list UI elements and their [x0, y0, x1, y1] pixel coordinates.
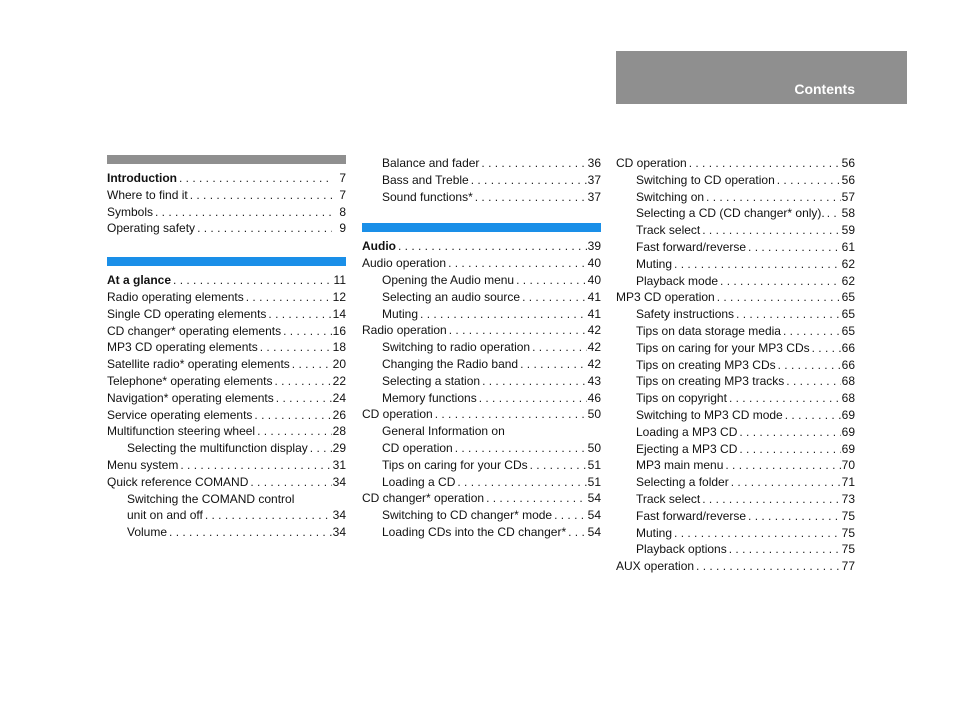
toc-entry[interactable]	[616, 205, 855, 222]
toc-entry-page: 20	[332, 357, 346, 372]
toc-entry-page: 69	[841, 441, 855, 456]
toc-entry[interactable]	[616, 424, 855, 441]
toc-entry[interactable]	[362, 172, 601, 189]
toc-entry-page: 65	[841, 323, 855, 338]
dot-leader	[477, 390, 587, 407]
toc-entry-title: Loading a CD	[382, 474, 456, 489]
dot-leader	[694, 558, 841, 575]
dot-leader	[177, 170, 332, 187]
toc-entry-title: Tips on data storage media	[636, 323, 781, 338]
toc-entry-title: Single CD operating elements	[107, 306, 267, 321]
header-banner	[616, 51, 907, 104]
toc-entry[interactable]	[107, 457, 346, 474]
dot-leader	[171, 272, 332, 289]
dot-leader	[746, 239, 841, 256]
dot-leader	[258, 339, 332, 356]
toc-entry-title: Service operating elements	[107, 407, 253, 422]
toc-entry-title: MP3 CD operating elements	[107, 340, 258, 355]
toc-entry-title: Playback options	[636, 542, 727, 557]
toc-entry[interactable]	[616, 189, 855, 206]
toc-entry-title: Selecting the multifunction display	[127, 441, 308, 456]
toc-entry[interactable]	[362, 457, 601, 474]
toc-entry[interactable]	[616, 474, 855, 491]
toc-entry-page: 54	[587, 508, 601, 523]
toc-entry[interactable]	[616, 541, 855, 558]
toc-entry-title: Where to find it	[107, 187, 188, 202]
toc-entry-title: CD operation	[362, 407, 433, 422]
toc-entry-title: Track select	[636, 223, 701, 238]
toc-entry[interactable]	[362, 390, 601, 407]
toc-entry-page: 24	[332, 390, 346, 405]
toc-entry[interactable]	[616, 306, 855, 323]
toc-entry[interactable]	[362, 490, 601, 507]
toc-entry-page: 7	[339, 187, 346, 202]
toc-entry-page: 18	[332, 340, 346, 355]
toc-entry-title: General Information on	[382, 424, 505, 439]
toc-entry[interactable]	[616, 289, 855, 306]
toc-entry-page: 56	[841, 156, 855, 170]
dot-leader	[552, 507, 587, 524]
dot-leader	[781, 323, 841, 340]
dot-leader	[784, 373, 841, 390]
toc-entry-title: Radio operating elements	[107, 289, 244, 304]
toc-entry[interactable]	[616, 407, 855, 424]
dot-leader	[723, 457, 841, 474]
dot-leader	[520, 289, 587, 306]
dot-leader	[473, 189, 587, 206]
section-bar-audio	[362, 223, 601, 232]
toc-entry[interactable]	[107, 440, 346, 457]
toc-entry-page: 34	[332, 525, 346, 540]
toc-entry[interactable]	[616, 323, 855, 340]
toc-entry[interactable]	[616, 525, 855, 542]
toc-entry[interactable]	[362, 423, 601, 440]
toc-entry-page: 54	[587, 491, 601, 506]
toc-entry[interactable]	[107, 474, 346, 491]
toc-entry-page: 46	[587, 390, 601, 405]
toc-entry[interactable]	[616, 357, 855, 374]
toc-entry-page: 12	[332, 289, 346, 304]
toc-entry-page: 61	[841, 239, 855, 254]
toc-entry[interactable]	[107, 204, 346, 221]
toc-entry-title: Switching to CD operation	[636, 172, 775, 187]
toc-entry[interactable]	[107, 272, 346, 289]
toc-entry-page: 26	[332, 407, 346, 422]
toc-entry-page: 71	[841, 475, 855, 490]
toc-entry[interactable]	[616, 457, 855, 474]
toc-entry-title: Satellite radio* operating elements	[107, 357, 290, 372]
dot-leader	[308, 440, 332, 457]
toc-entry-page: 56	[841, 172, 855, 187]
toc-entry[interactable]	[616, 491, 855, 508]
toc-entry-page: 34	[332, 508, 346, 523]
dot-leader	[783, 407, 841, 424]
toc-entry-page: 66	[841, 357, 855, 372]
toc-entry[interactable]	[107, 491, 346, 508]
toc-entry-title: Volume	[127, 525, 168, 540]
toc-entry-page: 9	[339, 221, 346, 236]
toc-entry[interactable]	[362, 306, 601, 323]
dot-leader	[167, 524, 332, 541]
toc-entry-title: CD operation	[382, 440, 453, 455]
toc-entry-title: Loading CDs into the CD changer*	[382, 524, 567, 539]
toc-entry-title: Memory functions	[382, 390, 477, 405]
toc-entry-page: 37	[587, 189, 601, 204]
dot-leader	[672, 256, 841, 273]
dot-leader	[530, 339, 587, 356]
toc-entry-page: 59	[841, 223, 855, 238]
dot-leader	[734, 306, 841, 323]
toc-entry-page: 65	[841, 290, 855, 305]
toc-entry-page: 37	[587, 172, 601, 187]
toc-entry-title: Tips on copyright	[636, 391, 727, 406]
toc-entry-page: 68	[841, 374, 855, 389]
toc-entry[interactable]	[362, 155, 601, 172]
toc-entry-title: Tips on creating MP3 CDs	[636, 357, 776, 372]
dot-leader	[518, 356, 587, 373]
toc-entry-page: 51	[587, 474, 601, 489]
dot-leader	[566, 524, 587, 541]
toc-entry[interactable]	[616, 340, 855, 357]
toc-entry-page: 50	[587, 407, 601, 422]
toc-entry[interactable]	[616, 373, 855, 390]
toc-entry-page: 54	[587, 524, 601, 539]
dot-leader	[727, 390, 841, 407]
section-bar-introduction	[107, 155, 346, 164]
dot-leader	[446, 255, 587, 272]
toc-entry-title: Ejecting a MP3 CD	[636, 441, 738, 456]
toc-entry-title: Navigation* operating elements	[107, 390, 274, 405]
toc-entry-page: 34	[332, 474, 346, 489]
toc-entry-title: Switching on	[636, 189, 705, 204]
toc-entry[interactable]	[107, 373, 346, 390]
dot-leader	[153, 204, 332, 221]
dot-leader	[700, 222, 841, 239]
toc-entry-page: 39	[587, 239, 601, 254]
toc-entry[interactable]	[107, 339, 346, 356]
dot-leader	[737, 424, 841, 441]
dot-leader	[188, 187, 332, 204]
dot-leader	[776, 357, 841, 374]
toc-column-1	[107, 155, 346, 541]
dot-leader	[718, 273, 841, 290]
dot-leader	[433, 406, 587, 423]
dot-leader	[727, 541, 841, 558]
toc-entry[interactable]	[616, 441, 855, 458]
dot-leader	[484, 490, 587, 507]
toc-entry[interactable]	[616, 239, 855, 256]
toc-list	[616, 155, 855, 575]
toc-entry-page: 22	[332, 373, 346, 388]
dot-leader	[281, 323, 332, 340]
toc-entry-title: MP3 main menu	[636, 458, 724, 473]
toc-entry-page: 68	[841, 391, 855, 406]
toc-entry[interactable]	[362, 322, 601, 339]
toc-entry[interactable]	[362, 189, 601, 206]
toc-entry-title: Selecting a CD (CD changer* only).	[636, 206, 825, 221]
toc-entry-title: Playback mode	[636, 273, 719, 288]
dot-leader	[203, 507, 332, 524]
dot-leader	[825, 205, 841, 222]
dot-leader	[255, 423, 332, 440]
toc-entry-title: Changing the Radio band	[382, 356, 519, 371]
toc-entry-title: Operating safety	[107, 221, 196, 236]
toc-entry-title: Tips on creating MP3 tracks	[636, 374, 785, 389]
toc-entry-page: 73	[841, 491, 855, 506]
toc-entry[interactable]	[362, 524, 601, 541]
toc-entry-page: 62	[841, 273, 855, 288]
toc-entry-page: 29	[332, 441, 346, 456]
toc-entry-title: CD operation	[616, 156, 687, 170]
dot-leader	[248, 474, 332, 491]
toc-entry[interactable]	[362, 339, 601, 356]
toc-entry-page: 42	[587, 340, 601, 355]
toc-entry[interactable]	[362, 373, 601, 390]
toc-entry-title: Track select	[636, 491, 701, 506]
dot-leader	[672, 525, 841, 542]
toc-entry[interactable]	[362, 356, 601, 373]
toc-entry[interactable]	[107, 323, 346, 340]
toc-entry-title: Symbols	[107, 204, 154, 219]
toc-entry[interactable]	[107, 407, 346, 424]
dot-leader	[687, 155, 841, 172]
toc-entry-title: Muting	[636, 525, 673, 540]
toc-entry-title: Muting	[382, 306, 419, 321]
toc-entry-title: Switching to MP3 CD mode	[636, 407, 783, 422]
toc-entry-page: 16	[332, 323, 346, 338]
toc-entry-page: 41	[587, 306, 601, 321]
toc-entry-title: Fast forward/reverse	[636, 508, 747, 523]
toc-entry-title: Menu system	[107, 457, 179, 472]
toc-entry-title: Switching the COMAND control	[127, 491, 295, 506]
toc-entry-title: Tips on caring for your MP3 CDs	[636, 340, 810, 355]
toc-entry-page: 11	[333, 273, 346, 288]
toc-entry-title: Loading a MP3 CD	[636, 424, 738, 439]
toc-entry[interactable]	[616, 256, 855, 273]
toc-entry-title: Introduction	[107, 171, 177, 185]
toc-entry[interactable]	[362, 440, 601, 457]
toc-entry-title: MP3 CD operation	[616, 290, 715, 305]
toc-entry-page: 8	[339, 204, 346, 219]
dot-leader	[290, 356, 332, 373]
toc-entry-title: Radio operation	[362, 323, 447, 338]
toc-entry-page: 75	[841, 508, 855, 523]
toc-entry-title: Audio	[362, 239, 396, 254]
toc-entry-title: Opening the Audio menu	[382, 272, 515, 287]
toc-entry[interactable]	[362, 272, 601, 289]
toc-entry-page: 62	[841, 256, 855, 271]
toc-entry[interactable]	[107, 187, 346, 204]
toc-entry-title: CD changer* operating elements	[107, 323, 282, 338]
dot-leader	[266, 306, 332, 323]
dot-leader	[480, 373, 587, 390]
dot-leader	[700, 491, 841, 508]
toc-entry-title: At a glance	[107, 273, 172, 288]
toc-entry[interactable]	[616, 558, 855, 575]
toc-entry-title: Balance and fader	[382, 156, 480, 170]
toc-entry-page: 75	[841, 542, 855, 557]
toc-column-3	[616, 155, 855, 575]
toc-entry-page: 42	[587, 323, 601, 338]
toc-entry-title: Multifunction steering wheel	[107, 424, 256, 439]
toc-entry[interactable]	[107, 356, 346, 373]
toc-entry-title: Selecting a folder	[636, 475, 729, 490]
toc-entry-title: unit on and off	[127, 508, 203, 523]
toc-entry-title: Safety instructions	[636, 307, 735, 322]
toc-entry-page: 40	[587, 272, 601, 287]
toc-entry[interactable]	[107, 390, 346, 407]
dot-leader	[252, 407, 332, 424]
toc-list	[362, 155, 601, 205]
dot-leader	[469, 172, 587, 189]
toc-entry[interactable]	[362, 474, 601, 491]
toc-entry-page: 65	[841, 307, 855, 322]
toc-entry-page: 58	[841, 206, 855, 221]
toc-entry-page: 75	[841, 525, 855, 540]
toc-entry-page: 43	[587, 373, 601, 388]
toc-entry[interactable]	[616, 155, 855, 172]
toc-entry-title: Telephone* operating elements	[107, 373, 273, 388]
dot-leader	[447, 322, 587, 339]
toc-entry[interactable]	[362, 238, 601, 255]
toc-entry-page: 42	[587, 356, 601, 371]
toc-entry-title: Bass and Treble	[382, 172, 469, 187]
dot-leader	[514, 272, 587, 289]
toc-entry[interactable]	[362, 507, 601, 524]
dot-leader	[528, 457, 587, 474]
toc-entry[interactable]	[616, 273, 855, 290]
toc-entry-page: 66	[841, 340, 855, 355]
toc-entry-page: 77	[841, 559, 855, 574]
toc-entry-title: AUX operation	[616, 559, 695, 574]
dot-leader	[704, 189, 841, 206]
toc-list	[362, 238, 601, 540]
toc-entry-page: 36	[587, 156, 601, 170]
toc-entry-title: Selecting an audio source	[382, 289, 521, 304]
toc-entry[interactable]	[616, 222, 855, 239]
toc-entry-page: 69	[841, 424, 855, 439]
dot-leader	[775, 172, 841, 189]
toc-entry-page: 50	[587, 440, 601, 455]
dot-leader	[810, 340, 841, 357]
toc-entry-title: Tips on caring for your CDs	[382, 457, 528, 472]
toc-entry[interactable]	[107, 289, 346, 306]
toc-list	[107, 272, 346, 541]
toc-entry[interactable]	[107, 306, 346, 323]
toc-entry[interactable]	[107, 507, 346, 524]
toc-entry-title: Fast forward/reverse	[636, 239, 747, 254]
dot-leader	[418, 306, 587, 323]
dot-leader	[737, 441, 841, 458]
page-title: Contents	[794, 81, 855, 97]
toc-entry-title: Audio operation	[362, 256, 447, 271]
toc-entry[interactable]	[616, 508, 855, 525]
toc-entry-page: 40	[587, 256, 601, 271]
toc-entry-title: Sound functions*	[382, 189, 473, 204]
dot-leader	[272, 373, 332, 390]
toc-entry[interactable]	[616, 172, 855, 189]
toc-entry[interactable]	[362, 406, 601, 423]
dot-leader	[455, 474, 587, 491]
dot-leader	[195, 220, 332, 237]
toc-entry[interactable]	[107, 423, 346, 440]
toc-entry-page: 28	[332, 424, 346, 439]
toc-entry[interactable]	[107, 524, 346, 541]
toc-entry-title: Muting	[636, 256, 673, 271]
dot-leader	[178, 457, 332, 474]
toc-entry-page: 7	[339, 171, 346, 185]
toc-entry-page: 70	[841, 458, 855, 473]
toc-column-2	[362, 155, 601, 541]
toc-entry-page: 31	[332, 457, 346, 472]
section-bar-at-a-glance	[107, 257, 346, 266]
toc-entry[interactable]	[362, 255, 601, 272]
dot-leader	[274, 390, 332, 407]
toc-entry-title: Selecting a station	[382, 373, 481, 388]
toc-entry-title: CD changer* operation	[362, 491, 485, 506]
dot-leader	[746, 508, 841, 525]
toc-entry-title: Switching to CD changer* mode	[382, 508, 553, 523]
toc-entry-title: Switching to radio operation	[382, 340, 531, 355]
toc-entry[interactable]	[616, 390, 855, 407]
toc-entry-title: Quick reference COMAND	[107, 474, 249, 489]
dot-leader	[396, 238, 587, 255]
toc-entry-page: 69	[841, 407, 855, 422]
toc-list	[107, 170, 346, 237]
toc-entry-page: 41	[587, 289, 601, 304]
dot-leader	[729, 474, 841, 491]
toc-entry[interactable]	[107, 170, 346, 187]
toc-entry-page: 57	[841, 189, 855, 204]
toc-entry-page: 51	[587, 457, 601, 472]
dot-leader	[715, 289, 841, 306]
toc-entry[interactable]	[107, 220, 346, 237]
toc-entry[interactable]	[362, 289, 601, 306]
toc-entry-page: 14	[332, 306, 346, 321]
dot-leader	[453, 440, 587, 457]
dot-leader	[479, 155, 587, 172]
dot-leader	[244, 289, 332, 306]
